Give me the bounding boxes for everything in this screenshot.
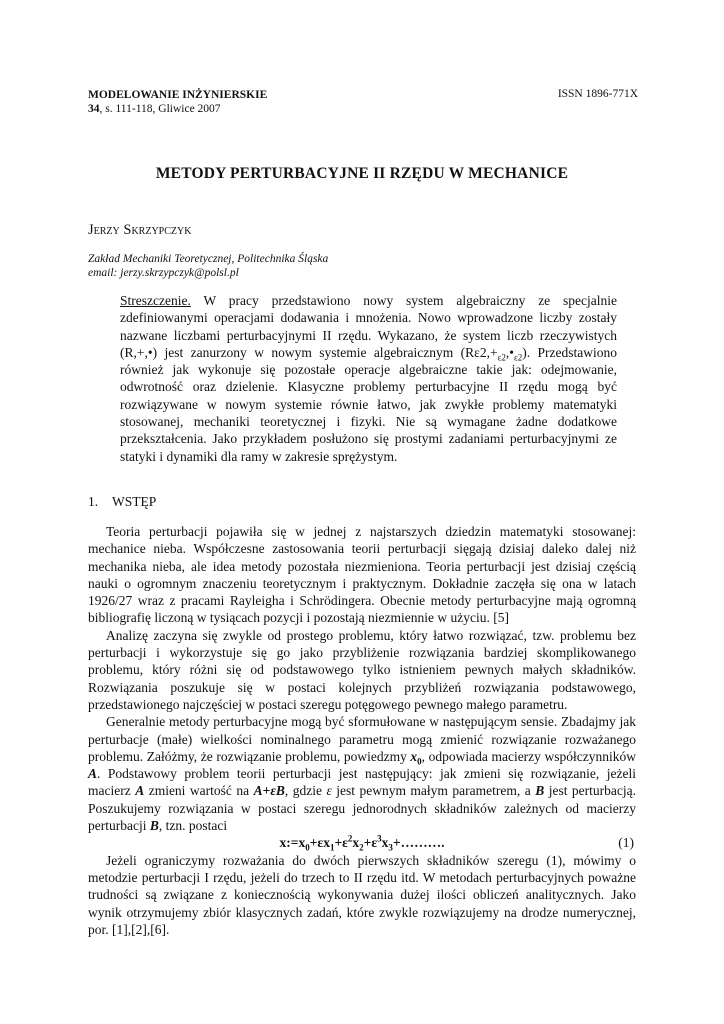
equation-number: (1) bbox=[618, 835, 634, 851]
section-number: 1. bbox=[88, 494, 99, 509]
paragraph-2: Analizę zaczyna się zwykle od prostego problemu, który łatwo rozwiązać, tzw. problemu bez perturbacji i wykorzystuje się go jako przybliżenie rozwiązania bardziej skomplikowanego problemu, który różni się od podstawowego tylko istnieniem pewnych małych składników. Rozwiązania poszukuje się w postaci kolejnych przybliżeń rozwiązania podstawowego, przedstawionego najczęściej w postaci szeregu potęgowego pewnego małego parametru. bbox=[88, 627, 636, 712]
affiliation-text: Zakład Mechaniki Teoretycznej, Politechnika Śląska bbox=[88, 253, 329, 265]
section-heading bbox=[88, 494, 156, 510]
abstract bbox=[120, 292, 617, 465]
paragraph-1: Teoria perturbacji pojawiła się w jednej z najstarszych dziedzin matematyki stosowanej: mechanice nieba. Współczesne zastosowania teorii perturbacji sięgają dzisiaj daleko dalej niż mechanika nieba, ale idea metody pozostała niezmieniona. Teoria perturbacji jest dzisiaj częścią nauki o ogromnym znaczeniu teoretycznym i praktycznym. Dokładnie zaczęła się ona w latach 1926/27 wraz z pracami Rayleigha i Schrödingera. Obecnie metody perturbacyjne mają ogromną bibliografię liczoną w tysiącach pozycji i pozostają niezmiennie w użyciu. [5] bbox=[88, 524, 636, 626]
journal-citation bbox=[88, 102, 267, 116]
paragraph-4: Jeżeli ograniczymy rozważania do dwóch pierwszych składników szeregu (1), mówimy o metodzie perturbacji I rzędu, jeżeli do trzech to II rzędu itd. W metodach perturbacyjnych poważne trudności są związane z koniecznością wykonywania dużej ilości obliczeń analitycznych. Jako wynik otrzymujemy zbiór klasycznych zadań, które zwykle rozwiązujemy na drodze numerycznej, por. [1],[2],[6]. bbox=[88, 852, 636, 937]
author-email: email: jerzy.skrzypczyk@polsl.pl bbox=[88, 267, 239, 279]
abstract-text-1: W pracy przedstawiono nowy system algebraiczny ze specjalnie zdefiniowanymi operacjami dodawania i mnożenia. Nowo wprowadzone liczby zostały nazwane liczbami perturbacyjnymi II rzędu. Wykazano, że system liczb rzeczywistych (R,+,•) jest zanurzony w nowym systemie algebraicznym (R bbox=[120, 293, 617, 360]
abstract-text-2: ). Przedstawiono również jak wykonuje się pozostałe operacje algebraiczne takie jak: odejmowanie, odwrotność oraz dzielenie. Klasyczne problemy perturbacyjne II rzędu mogą być rozwiązywane w nowym systemie równie łatwo, jak zwykłe problemy matematyki stosowanej, mechaniki teoretycznej i fizyki. Nie są wymagane żadne dodatkowe przekształcenia. Jako przykładem posłużono się prostymi zadaniami perturbacyjnymi ze statyki i dynamiki dla ramy w zakresie sprężystym. bbox=[120, 344, 617, 464]
volume: 34 bbox=[88, 103, 100, 115]
paper-title: METODY PERTURBACYJNE II RZĘDU W MECHANICE bbox=[155, 165, 569, 182]
paragraph-3: Generalnie metody perturbacyjne mogą być sformułowane w następującym sensie. Zbadajmy jak perturbacje (małe) wielkości nominalnego parametru mogą zmienić rozwiązanie rozważanego problemu. Załóżmy, że rozwiązanie problemu, powiedzmy $x_0$, odpowiada macierzy współczynników A. Podstawowy problem teorii perturbacji jest następujący: jak zmieni się rozwiązanie, jeżeli macierz A zmieni wartość na A+εB, gdzie ε jest pewnym małym parametrem, a B jest perturbacją. Poszukujemy rozwiązania w postaci szeregu jednorodnych składników zależnych od macierzy perturbacji B, tzn. postaci bbox=[88, 714, 637, 834]
pages-place-year: , s. 111-118, Gliwice 2007 bbox=[99, 103, 221, 115]
equation-1 bbox=[88, 833, 636, 854]
author-name: Jerzy Skrzypczyk bbox=[88, 222, 192, 238]
journal-name: MODELOWANIE INŻYNIERSKIE bbox=[88, 89, 268, 101]
section-title: WSTĘP bbox=[112, 494, 157, 509]
equation-body: $x:=x_0+\varepsilon x_1+\varepsilon^2x_2+\varepsilon^3x_3+\dots\dots\dots$. bbox=[279, 833, 445, 854]
journal-header bbox=[88, 88, 267, 116]
body-text bbox=[88, 523, 636, 938]
affiliation bbox=[88, 252, 328, 280]
abstract-label: Streszczenie. bbox=[120, 293, 191, 308]
abstract-set: $\varepsilon 2,+_{\varepsilon 2},•_{\varepsilon 2}$ bbox=[474, 344, 523, 363]
issn: ISSN 1896-771X bbox=[557, 88, 638, 100]
